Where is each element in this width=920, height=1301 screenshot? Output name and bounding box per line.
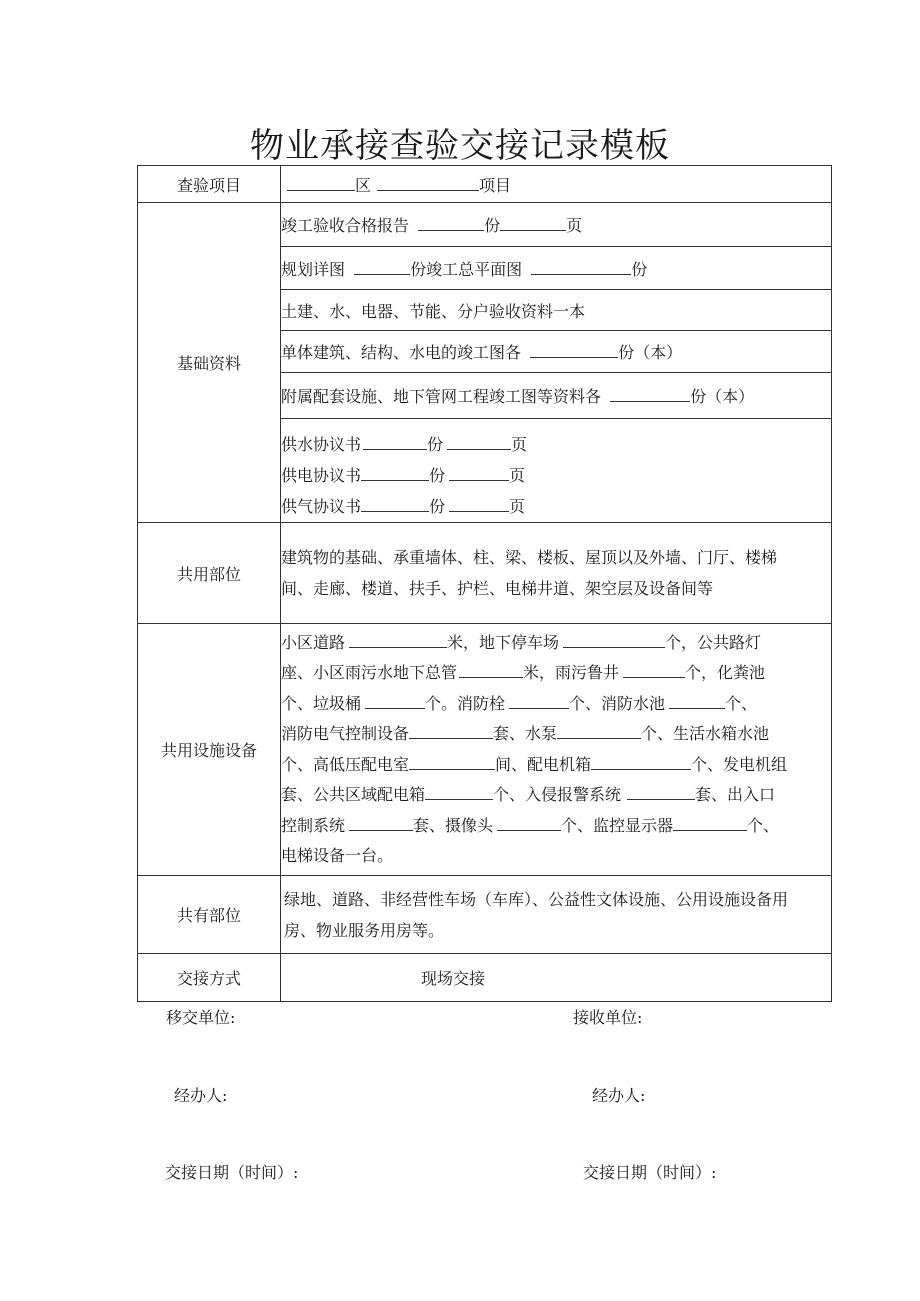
public-box-blank[interactable]	[425, 784, 493, 800]
sf-l6-a: 套、公共区域配电箱	[281, 785, 426, 804]
sf-l4-b: 套、水泵	[493, 724, 558, 743]
completion-copies-blank[interactable]	[418, 215, 484, 231]
planning-blank[interactable]	[354, 259, 410, 275]
road-blank[interactable]	[349, 632, 447, 648]
row-common-parts	[138, 876, 832, 954]
single-cell	[281, 331, 832, 373]
parking-blank[interactable]	[563, 632, 665, 648]
sf-l4-a: 消防电气控制设备	[281, 724, 410, 743]
sf-l1-c: 个，公共路灯	[665, 632, 762, 652]
sf-l6-b: 个、入侵报警系统	[493, 785, 622, 804]
label-method: 交接方式	[138, 954, 281, 1002]
project-blank[interactable]	[377, 175, 479, 191]
planning-cell	[281, 247, 832, 290]
gas-unit1: 份	[429, 497, 446, 516]
completion-report-text: 竣工验收合格报告	[281, 216, 410, 235]
sf-l7-d: 个、	[747, 815, 780, 835]
manhole-blank[interactable]	[623, 662, 685, 678]
shared-parts-line2: 间、走廊、楼道、扶手、护栏、电梯井道、架空层及设备间等	[281, 579, 714, 598]
bin-blank[interactable]	[365, 693, 425, 709]
sf-l4-c: 个、生活水箱水池	[641, 724, 770, 743]
shared-parts-cell	[281, 523, 832, 624]
civil-cell: 土建、水、电器、节能、分户验收资料一本	[281, 290, 832, 331]
completion-pages-blank[interactable]	[500, 215, 566, 231]
handler-right-label: 经办人:	[592, 1086, 646, 1105]
project-cell	[281, 166, 832, 203]
label-project: 查验项目	[138, 166, 281, 203]
auxiliary-cell	[281, 373, 832, 419]
common-parts-cell	[281, 876, 832, 954]
fire-control-blank[interactable]	[409, 723, 493, 739]
monitor-blank[interactable]	[673, 815, 747, 831]
sf-l5-a: 个、高低压配电室	[281, 754, 410, 774]
agreements-cell	[281, 419, 832, 523]
access-blank[interactable]	[349, 815, 413, 831]
power-copies-blank[interactable]	[361, 465, 429, 481]
sf-l3-d: 个、	[725, 693, 758, 713]
row-shared-parts	[138, 523, 832, 624]
sf-l7-b: 套、摄像头	[413, 815, 494, 835]
sf-l8: 电梯设备一台。	[281, 846, 394, 865]
planning-unit: 份	[631, 259, 648, 279]
power-unit1: 份	[429, 466, 446, 485]
fire-pool-blank[interactable]	[669, 693, 725, 709]
shared-facilities-cell	[281, 624, 832, 876]
handover-record-table	[137, 165, 832, 1002]
row-project	[138, 166, 832, 203]
receive-unit-label: 接收单位:	[573, 1008, 643, 1027]
row-shared-facilities	[138, 624, 832, 876]
transfer-unit-label: 移交单位:	[166, 1008, 236, 1027]
hydrant-blank[interactable]	[509, 693, 569, 709]
sf-l7-c: 个、监控显示器	[561, 815, 674, 835]
method-value	[281, 954, 832, 1002]
label-shared-parts: 共用部位	[138, 523, 281, 624]
sf-l2-b: 米，雨污鲁井	[523, 663, 620, 682]
water-copies-blank[interactable]	[363, 434, 427, 450]
district-text: 区	[355, 175, 372, 195]
method-text: 现场交接	[421, 969, 486, 988]
auxiliary-text: 附属配套设施、地下管网工程竣工图等资料各	[281, 387, 602, 406]
common-parts-line1: 绿地、道路、非经营性车场（车库）、公益性文体设施、公用设施设备用	[284, 889, 789, 909]
sf-l6-c: 套、出入口	[695, 785, 776, 804]
project-text: 项目	[479, 175, 512, 195]
completion-unit2: 页	[566, 216, 583, 235]
power-unit2: 页	[509, 466, 526, 485]
label-common-parts: 共有部位	[138, 876, 281, 954]
label-shared-facilities: 共用设施设备	[138, 624, 281, 876]
row-method	[138, 954, 832, 1002]
water-unit2: 页	[511, 435, 528, 454]
single-text: 单体建筑、结构、水电的竣工图各	[281, 343, 522, 362]
sf-l5-c: 个、发电机组	[691, 754, 788, 774]
auxiliary-blank[interactable]	[610, 386, 690, 402]
completion-unit1: 份	[484, 216, 501, 235]
power-text: 供电协议书	[281, 466, 362, 485]
camera-blank[interactable]	[497, 815, 561, 831]
substation-blank[interactable]	[409, 754, 495, 770]
water-text: 供水协议书	[281, 435, 362, 454]
sf-l7-a: 控制系统	[281, 815, 346, 835]
single-blank[interactable]	[530, 342, 618, 358]
sf-l3-c: 个、消防水池	[569, 693, 666, 713]
gas-text: 供气协议书	[281, 497, 362, 516]
handler-left-label: 经办人:	[174, 1086, 228, 1105]
district-blank[interactable]	[287, 175, 355, 191]
row-basic-1	[138, 203, 832, 247]
sewer-blank[interactable]	[459, 662, 523, 678]
sf-l2-a: 座、小区雨污水地下总管	[281, 663, 458, 682]
single-unit: 份（本）	[618, 343, 683, 362]
planning-mid: 份竣工总平面图	[410, 259, 523, 279]
sf-l3-a: 个、垃圾桶	[281, 693, 362, 713]
page-title: 物业承接查验交接记录模板	[250, 126, 670, 166]
water-unit1: 份	[427, 435, 444, 454]
sf-l3-b: 个。消防栓	[425, 693, 506, 713]
power-pages-blank[interactable]	[449, 465, 509, 481]
planning-text: 规划详图	[281, 259, 346, 279]
sf-l2-c: 个，化粪池	[685, 663, 766, 682]
date-left-label: 交接日期（时间）:	[165, 1163, 299, 1182]
water-pages-blank[interactable]	[447, 434, 511, 450]
completion-report-cell	[281, 203, 832, 247]
label-basic: 基础资料	[138, 203, 281, 523]
gas-unit2: 页	[509, 497, 526, 516]
pump-blank[interactable]	[557, 723, 641, 739]
common-parts-line2: 房、物业服务用房等。	[284, 920, 445, 940]
alarm-blank[interactable]	[627, 784, 695, 800]
sf-l5-b: 间、配电机箱	[495, 754, 592, 774]
sf-l1-a: 小区道路	[281, 632, 346, 652]
distribution-box-blank[interactable]	[591, 754, 691, 770]
shared-parts-line1: 建筑物的基础、承重墙体、柱、梁、楼板、屋顶以及外墙、门厅、楼梯	[281, 548, 778, 567]
site-plan-blank[interactable]	[531, 259, 631, 275]
auxiliary-unit: 份（本）	[690, 387, 755, 406]
sf-l1-b: 米，地下停车场	[447, 632, 560, 652]
gas-pages-blank[interactable]	[449, 496, 509, 512]
gas-copies-blank[interactable]	[361, 496, 429, 512]
date-right-label: 交接日期（时间）:	[583, 1163, 717, 1182]
